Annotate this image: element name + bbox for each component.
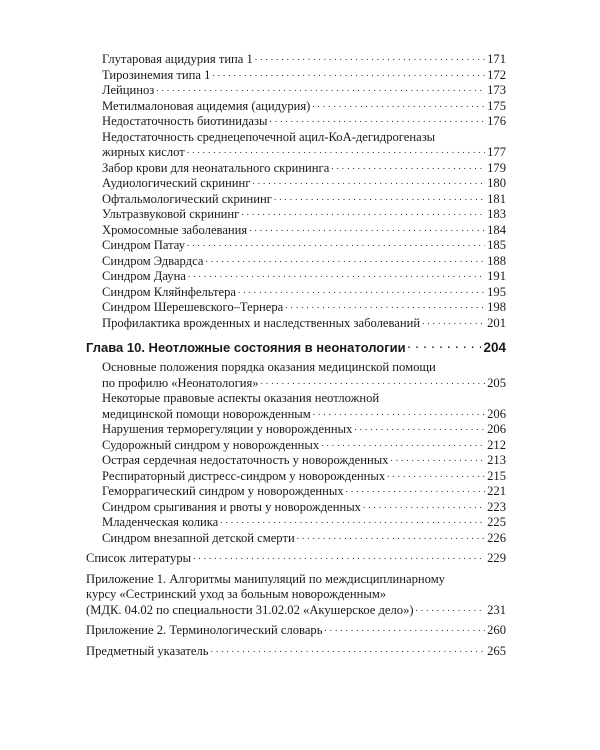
toc-entry-title: Синдром Дауна: [102, 269, 186, 283]
toc-leader: [312, 101, 485, 111]
toc-entry: [86, 269, 506, 285]
toc-appendix-2: [86, 623, 506, 639]
toc-entry: [86, 285, 506, 301]
toc-leader: [313, 409, 485, 419]
toc-entry: [86, 161, 506, 177]
toc-leader: [324, 626, 485, 636]
appendix1-title-line2: курсу «Сестринский уход за больным новорожденным»: [86, 587, 387, 601]
toc-entry: [86, 484, 506, 500]
appendix2-page: 260: [487, 623, 506, 637]
toc-entry-page: 188: [487, 253, 506, 268]
toc-entry-page: 206: [487, 422, 506, 436]
toc-entry-line: [86, 572, 506, 588]
toc-entry-page: 177: [487, 145, 506, 159]
toc-entry-page: 213: [487, 453, 506, 467]
toc-entry-page: 215: [487, 468, 506, 483]
toc-entry-title: Лейциноз: [102, 83, 155, 97]
toc-leader: [261, 378, 486, 388]
chapter-page: 204: [483, 340, 506, 355]
toc-entry: [86, 223, 506, 239]
toc-leader: [321, 440, 485, 450]
toc-entry: [86, 52, 506, 68]
toc-entry: [86, 407, 506, 423]
toc-entry-title: Судорожный синдром у новорожденных: [102, 437, 320, 452]
table-of-contents: [86, 52, 506, 659]
references-title: Список литературы: [86, 551, 192, 565]
toc-leader: [274, 194, 485, 204]
toc-entry-title: Респираторный дистресс-синдром у новорожденных: [102, 468, 386, 483]
toc-entry-page: 184: [487, 222, 506, 237]
toc-leader: [249, 225, 485, 235]
toc-entry-title: медицинской помощи новорожденным: [102, 406, 311, 421]
toc-leader: [269, 117, 485, 127]
toc-leader: [390, 456, 485, 466]
toc-appendix-1: [86, 603, 506, 619]
toc-chapter-heading: [86, 340, 506, 356]
appendix1-title-line1: Приложение 1. Алгоритмы манипуляций по междисциплинарному: [86, 571, 445, 586]
toc-entry-page: 185: [487, 238, 506, 252]
toc-entry-title: Недостаточность биотинидазы: [102, 114, 268, 128]
toc-entry-title: Офтальмологический скрининг: [102, 191, 272, 206]
appendix1-title: (МДК. 04.02 по специальности 31.02.02 «Акушерское дело»): [86, 602, 414, 617]
toc-entry-page: 176: [487, 114, 506, 128]
toc-leader: [188, 272, 485, 282]
toc-entry-title: Синдром Шерешевского–Тернера: [102, 300, 284, 314]
toc-entry-page: 171: [487, 52, 506, 66]
toc-index: [86, 644, 506, 660]
toc-chapter10-items: [86, 360, 506, 546]
toc-entry-title: Нарушения терморегуляции у новорожденных: [102, 422, 353, 436]
toc-entry-page: 191: [487, 269, 506, 283]
toc-leader: [416, 605, 486, 615]
toc-entry-page: 205: [487, 375, 506, 390]
toc-entry-title: Младенческая колика: [102, 515, 219, 529]
toc-entry-title: Острая сердечная недостаточность у новорожденных: [102, 453, 389, 467]
toc-entry-title-line1: Основные положения порядка оказания медицинской помощи: [102, 360, 436, 374]
toc-entry-page: 172: [487, 67, 506, 82]
toc-leader: [193, 554, 485, 564]
toc-entry-title: Тирозинемия типа 1: [102, 67, 211, 82]
toc-entry: [86, 99, 506, 115]
toc-entry-page: 225: [487, 515, 506, 529]
toc-entry-line: [86, 130, 506, 146]
toc-leader: [408, 343, 482, 353]
toc-entry-title: Профилактика врожденных и наследственных заболеваний: [102, 315, 421, 330]
toc-entry: [86, 453, 506, 469]
toc-entry-page: 180: [487, 176, 506, 190]
toc-leader: [211, 646, 486, 656]
references-page: 229: [487, 551, 506, 565]
toc-entry: [86, 83, 506, 99]
toc-entry-title: Аудиологический скрининг: [102, 176, 251, 190]
toc-entry: [86, 176, 506, 192]
toc-entry: [86, 238, 506, 254]
toc-entry-title: Синдром срыгивания и рвоты у новорожденных: [102, 499, 361, 514]
toc-entry: [86, 500, 506, 516]
toc-entry: [86, 192, 506, 208]
toc-leader: [156, 86, 485, 96]
toc-entry: [86, 254, 506, 270]
toc-entry: [86, 469, 506, 485]
toc-leader: [255, 55, 485, 65]
toc-entry-title: Синдром Кляйнфельтера: [102, 284, 236, 299]
toc-entry: [86, 145, 506, 161]
toc-entry: [86, 438, 506, 454]
toc-entry-line: [86, 391, 506, 407]
toc-entry-title: Геморрагический синдром у новорожденных: [102, 484, 344, 498]
toc-entry: [86, 316, 506, 332]
toc-leader: [241, 210, 485, 220]
toc-entry-title: жирных кислот: [102, 145, 185, 159]
toc-entry-title: Забор крови для неонатального скрининга: [102, 160, 330, 175]
toc-leader: [346, 487, 485, 497]
index-page: 265: [487, 643, 506, 658]
toc-leader: [187, 241, 485, 251]
toc-leader: [220, 518, 485, 528]
toc-leader: [187, 148, 485, 158]
toc-entry-page: 212: [487, 437, 506, 452]
toc-entry-title-line1: Некоторые правовые аспекты оказания неотложной: [102, 391, 380, 405]
toc-leader: [285, 303, 485, 313]
toc-entry: [86, 515, 506, 531]
toc-leader: [422, 318, 485, 328]
toc-leader: [363, 502, 485, 512]
toc-entry-page: 179: [487, 160, 506, 175]
toc-leader: [297, 533, 485, 543]
toc-entry-page: 198: [487, 300, 506, 314]
toc-entry-line: [86, 587, 506, 603]
toc-entry-title: Синдром внезапной детской смерти: [102, 530, 295, 545]
toc-entry: [86, 68, 506, 84]
toc-section-top: [86, 52, 506, 331]
toc-entry-page: 226: [487, 530, 506, 545]
toc-entry: [86, 207, 506, 223]
toc-entry-page: 181: [487, 191, 506, 206]
toc-entry-title: Метилмалоновая ацидемия (ацидурия): [102, 98, 311, 113]
toc-entry-page: 221: [487, 484, 506, 498]
toc-leader: [387, 471, 485, 481]
toc-entry-page: 183: [487, 207, 506, 221]
appendix1-page: 231: [487, 602, 506, 617]
toc-entry-page: 195: [487, 284, 506, 299]
toc-entry-page: 175: [487, 98, 506, 113]
toc-entry: [86, 422, 506, 438]
toc-entry: [86, 114, 506, 130]
toc-entry-page: 206: [487, 406, 506, 421]
toc-leader: [252, 179, 485, 189]
toc-entry-page: 173: [487, 83, 506, 97]
toc-entry-page: 223: [487, 499, 506, 514]
toc-entry-line: [86, 360, 506, 376]
toc-entry: [86, 376, 506, 392]
toc-entry-title-line1: Недостаточность среднецепочечной ацил-КоА-дегидрогеназы: [102, 129, 436, 144]
toc-entry-page: 201: [487, 315, 506, 330]
toc-leader: [238, 287, 485, 297]
toc-entry-title: Синдром Патау: [102, 238, 186, 252]
toc-entry-title: Глутаровая ацидурия типа 1: [102, 52, 253, 66]
chapter-title: Глава 10. Неотложные состояния в неонатологии: [86, 340, 406, 355]
toc-entry-title: по профилю «Неонатология»: [102, 375, 259, 390]
toc-entry-title: Синдром Эдвардса: [102, 253, 204, 268]
toc-entry: [86, 531, 506, 547]
toc-entry-title: Ультразвуковой скрининг: [102, 207, 240, 221]
appendix2-title: Приложение 2. Терминологический словарь: [86, 623, 323, 637]
toc-leader: [331, 163, 485, 173]
toc-entry-title: Хромосомные заболевания: [102, 222, 248, 237]
toc-leader: [354, 425, 485, 435]
toc-entry: [86, 300, 506, 316]
index-title: Предметный указатель: [86, 643, 209, 658]
toc-leader: [212, 70, 485, 80]
toc-leader: [205, 256, 485, 266]
toc-references: [86, 551, 506, 567]
